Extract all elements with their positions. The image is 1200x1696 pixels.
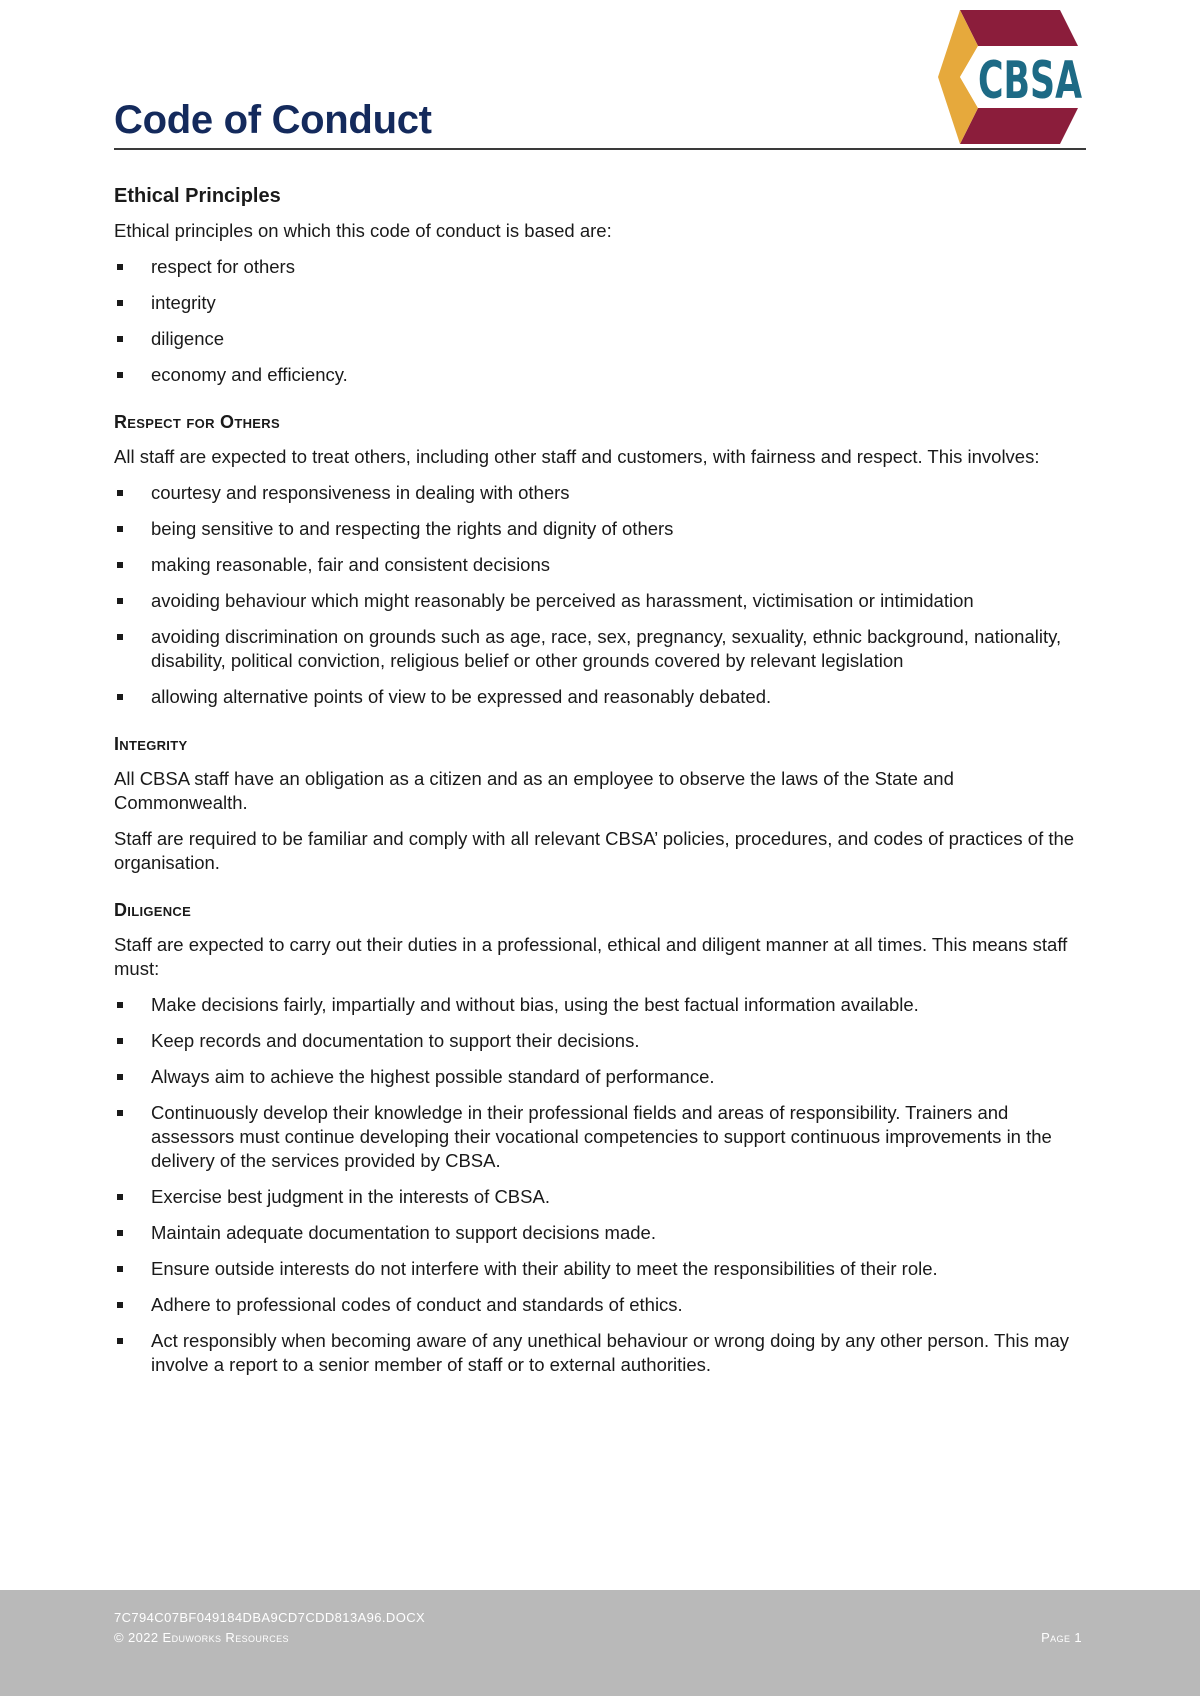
- list-item: respect for others: [114, 255, 1086, 279]
- paragraph: All staff are expected to treat others, including other staff and customers, with fairness and respect. This involves:: [114, 446, 1040, 467]
- bullet-icon: [117, 526, 123, 532]
- bullet-list: [114, 993, 1086, 1377]
- list-item: economy and efficiency.: [114, 363, 1086, 387]
- bullet-icon: [117, 1074, 123, 1080]
- list-item: Maintain adequate documentation to support decisions made.: [114, 1221, 1086, 1245]
- list-item: avoiding discrimination on grounds such as age, race, sex, pregnancy, sexuality, ethnic background, nationality, disability, political conviction, religious belief or other grounds covered by relevant legislation: [114, 625, 1086, 673]
- list-item: Exercise best judgment in the interests of CBSA.: [114, 1185, 1086, 1209]
- paragraph: All CBSA staff have an obligation as a citizen and as an employee to observe the laws of the State and Commonwealth.: [114, 768, 954, 813]
- paragraph: Staff are required to be familiar and comply with all relevant CBSA’ policies, procedures, and codes of practices of the organisation.: [114, 828, 1075, 873]
- page-title: Code of Conduct: [114, 98, 432, 142]
- section-heading-integrity: Integrity: [114, 734, 188, 754]
- title-divider: [114, 148, 1086, 150]
- bullet-icon: [117, 264, 123, 270]
- section-heading-diligence: Diligence: [114, 900, 192, 920]
- list-item: making reasonable, fair and consistent decisions: [114, 553, 1086, 577]
- bullet-list: [114, 481, 1086, 709]
- bullet-icon: [117, 1230, 123, 1236]
- list-item: Keep records and documentation to support their decisions.: [114, 1029, 1086, 1053]
- list-item: Ensure outside interests do not interfere with their ability to meet the responsibilities of their role.: [114, 1257, 1086, 1281]
- paragraph: Staff are expected to carry out their duties in a professional, ethical and diligent manner at all times. This means staff must:: [114, 934, 1068, 979]
- list-item: Act responsibly when becoming aware of any unethical behaviour or wrong doing by any other person. This may involve a report to a senior member of staff or to external authorities.: [114, 1329, 1086, 1377]
- footer-copyright: © 2022 Eduworks Resources: [114, 1630, 289, 1645]
- bullet-icon: [117, 336, 123, 342]
- list-item: diligence: [114, 327, 1086, 351]
- bullet-icon: [117, 490, 123, 496]
- bullet-icon: [117, 1110, 123, 1116]
- section-heading-respect-for-others: Respect for Others: [114, 412, 280, 432]
- list-item: Continuously develop their knowledge in their professional fields and areas of responsibility. Trainers and assessors must continue developing their vocational competencies to support continuous improvements in the delivery of the services provided by CBSA.: [114, 1101, 1086, 1173]
- list-item: being sensitive to and respecting the rights and dignity of others: [114, 517, 1086, 541]
- list-item: Always aim to achieve the highest possible standard of performance.: [114, 1065, 1086, 1089]
- list-item: avoiding behaviour which might reasonably be perceived as harassment, victimisation or intimidation: [114, 589, 1086, 613]
- document-body: [114, 183, 1086, 1389]
- list-item: courtesy and responsiveness in dealing with others: [114, 481, 1086, 505]
- bullet-icon: [117, 1302, 123, 1308]
- footer-page-number: Page 1: [1041, 1630, 1082, 1645]
- list-item: Adhere to professional codes of conduct and standards of ethics.: [114, 1293, 1086, 1317]
- footer-filename: 7C794C07BF049184DBA9CD7CDD813A96.DOCX: [114, 1610, 426, 1625]
- bullet-icon: [117, 694, 123, 700]
- bullet-list: [114, 255, 1086, 387]
- section-heading-ethical-principles: Ethical Principles: [114, 185, 281, 207]
- bullet-icon: [117, 562, 123, 568]
- svg-text:CBSA: CBSA: [978, 51, 1082, 111]
- list-item: integrity: [114, 291, 1086, 315]
- cbsa-logo: [938, 10, 1088, 144]
- bullet-icon: [117, 1266, 123, 1272]
- bullet-icon: [117, 634, 123, 640]
- list-item: allowing alternative points of view to be expressed and reasonably debated.: [114, 685, 1086, 709]
- paragraph: Ethical principles on which this code of conduct is based are:: [114, 220, 612, 241]
- bullet-icon: [117, 372, 123, 378]
- bullet-icon: [117, 1194, 123, 1200]
- bullet-icon: [117, 1002, 123, 1008]
- bullet-icon: [117, 300, 123, 306]
- page-footer: [0, 1590, 1200, 1696]
- bullet-icon: [117, 598, 123, 604]
- bullet-icon: [117, 1338, 123, 1344]
- bullet-icon: [117, 1038, 123, 1044]
- list-item: Make decisions fairly, impartially and without bias, using the best factual information available.: [114, 993, 1086, 1017]
